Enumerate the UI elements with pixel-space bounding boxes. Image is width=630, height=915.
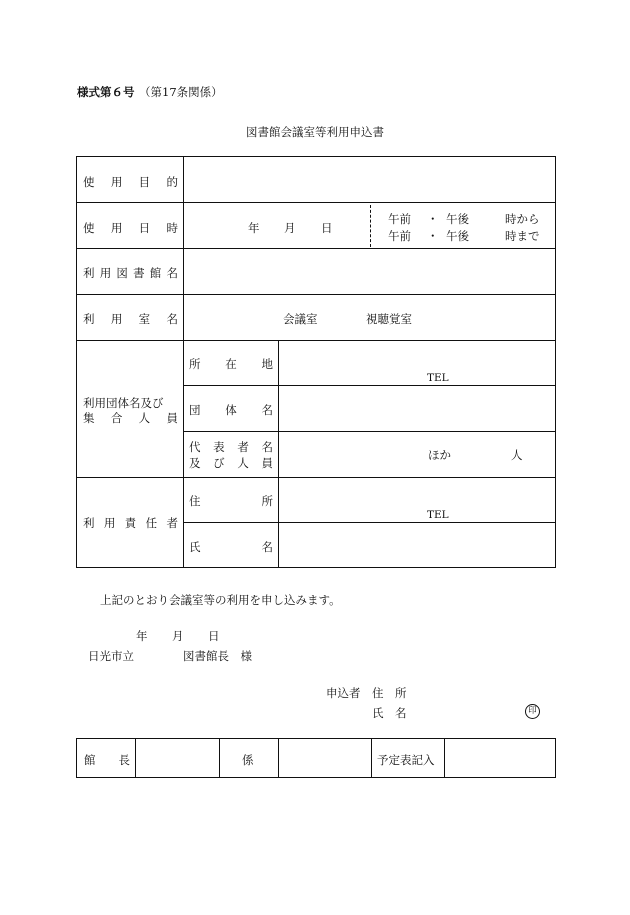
addressee-director: 図書館長 様 bbox=[183, 649, 252, 663]
applicant-address-label: 住 所 bbox=[372, 686, 407, 700]
applicant-name-label: 氏 名 bbox=[372, 706, 407, 720]
library-name-label: 利 用 図 書 館 名 bbox=[83, 266, 178, 280]
date-time-label: 使 用 日 時 bbox=[83, 221, 178, 235]
time-start-dot: ・ bbox=[427, 212, 439, 226]
group-label-line2: 集 合 人 員 bbox=[83, 411, 178, 425]
persons-unit: 人 bbox=[511, 448, 523, 462]
form-reference: （第17条関係） bbox=[139, 85, 223, 99]
group-tel-label: TEL bbox=[427, 372, 449, 384]
room-name-label: 利 用 室 名 bbox=[83, 312, 178, 326]
date-month-unit: 月 bbox=[284, 221, 296, 235]
approval-table bbox=[76, 738, 556, 778]
room-option-av[interactable]: 視聴覚室 bbox=[366, 312, 412, 326]
responsible-name-label: 氏 名 bbox=[189, 540, 273, 554]
date-year-unit: 年 bbox=[248, 221, 260, 235]
group-name-label: 団 体 名 bbox=[189, 403, 273, 417]
date-day-unit: 日 bbox=[321, 221, 333, 235]
representative-label-line1: 代 表 者 名 bbox=[189, 440, 273, 454]
responsible-tel-label: TEL bbox=[427, 509, 449, 521]
time-end-pm[interactable]: 午後 bbox=[446, 229, 469, 243]
room-option-meeting[interactable]: 会議室 bbox=[283, 312, 318, 326]
group-label-line1: 利用団体名及び bbox=[83, 396, 164, 410]
seal-mark: 印 bbox=[525, 704, 540, 719]
director-stamp-box[interactable] bbox=[137, 740, 218, 776]
form-title: 図書館会議室等利用申込書 bbox=[246, 125, 384, 139]
date-day: 日 bbox=[208, 629, 220, 643]
addressee-city: 日光市立 bbox=[88, 649, 134, 663]
purpose-field[interactable] bbox=[185, 159, 553, 200]
applicant-label: 申込者 bbox=[326, 686, 361, 700]
address-label: 所 在 地 bbox=[189, 357, 273, 371]
form-number: 様式第６号 bbox=[77, 85, 135, 99]
library-name-field[interactable] bbox=[185, 251, 553, 292]
time-end-suffix: 時まで bbox=[505, 229, 540, 243]
time-start-suffix: 時から bbox=[505, 212, 540, 226]
responsible-address-label: 住 所 bbox=[189, 494, 273, 508]
director-label: 館 長 bbox=[84, 753, 130, 767]
application-statement: 上記のとおり会議室等の利用を申し込みます。 bbox=[100, 593, 341, 607]
representative-label-line2: 及 び 人 員 bbox=[189, 456, 273, 470]
time-start-am[interactable]: 午前 bbox=[388, 212, 411, 226]
purpose-label: 使 用 目 的 bbox=[83, 175, 178, 189]
staff-label: 係 bbox=[242, 753, 254, 767]
date-year: 年 bbox=[136, 629, 148, 643]
others-label: ほか bbox=[428, 448, 451, 462]
schedule-entry-box[interactable] bbox=[446, 740, 554, 776]
staff-stamp-box[interactable] bbox=[280, 740, 370, 776]
date-month: 月 bbox=[172, 629, 184, 643]
time-end-dot: ・ bbox=[427, 229, 439, 243]
responsible-person-label: 利 用 責 任 者 bbox=[83, 516, 178, 530]
schedule-entry-label: 予定表記入 bbox=[377, 753, 435, 767]
time-end-am[interactable]: 午前 bbox=[388, 229, 411, 243]
application-table bbox=[76, 156, 556, 568]
time-start-pm[interactable]: 午後 bbox=[446, 212, 469, 226]
